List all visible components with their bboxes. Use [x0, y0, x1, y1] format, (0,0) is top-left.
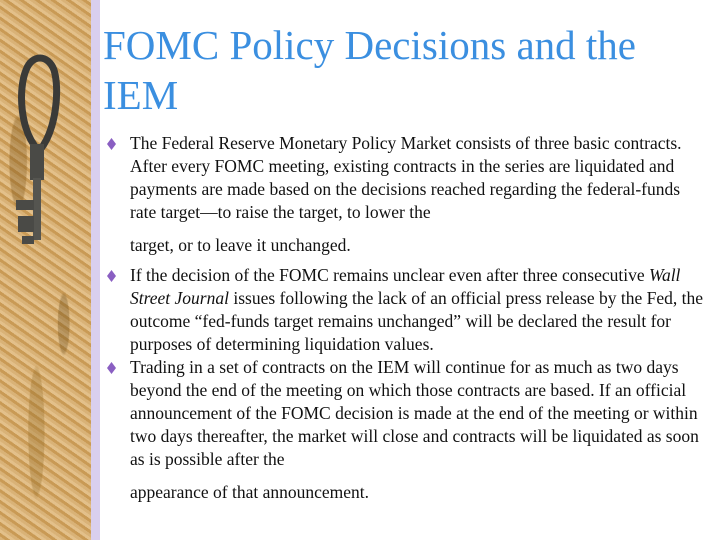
bullet-text: Trading in a set of contracts on the IEM will continue for as much as two days beyond the end of the meeting on which those contracts are based. If an official announcement of the FOMC decision is made at the end of the meeting or within two days thereafter, the market will close and contracts will be liquidated as soon as is possible after the — [130, 357, 699, 469]
accent-stripe — [91, 0, 100, 540]
decorative-wood-strip — [0, 0, 91, 540]
bullet-item — [107, 356, 707, 504]
bullet-text-continued: target, or to leave it unchanged. — [130, 235, 351, 255]
bullet-text-italic: Wall Street Journal — [130, 265, 681, 308]
bullet-text-continued: appearance of that announcement. — [130, 482, 370, 502]
bullet-list — [107, 132, 707, 504]
bullet-item — [107, 264, 707, 356]
key-icon — [0, 40, 70, 250]
diamond-bullet-icon — [107, 270, 116, 282]
page-title: FOMC Policy Decisions and the IEM — [103, 22, 636, 118]
diamond-bullet-icon — [107, 138, 116, 150]
bullet-text: If the decision of the FOMC remains unclear even after three consecutive — [130, 265, 649, 285]
diamond-bullet-icon — [107, 362, 116, 374]
bullet-text-continued: issues following the lack of an official press release by the Fed, the outcome “fed-funds target remains unchanged” will be declared the result for purposes of determining liquidation values. — [130, 288, 703, 354]
bullet-item — [107, 132, 707, 257]
bullet-text: The Federal Reserve Monetary Policy Market consists of three basic contracts. After every FOMC meeting, existing contracts in the series are liquidated and payments are made based on the decisions reached regarding the federal-funds rate target—to raise the target, to lower the — [130, 133, 682, 222]
